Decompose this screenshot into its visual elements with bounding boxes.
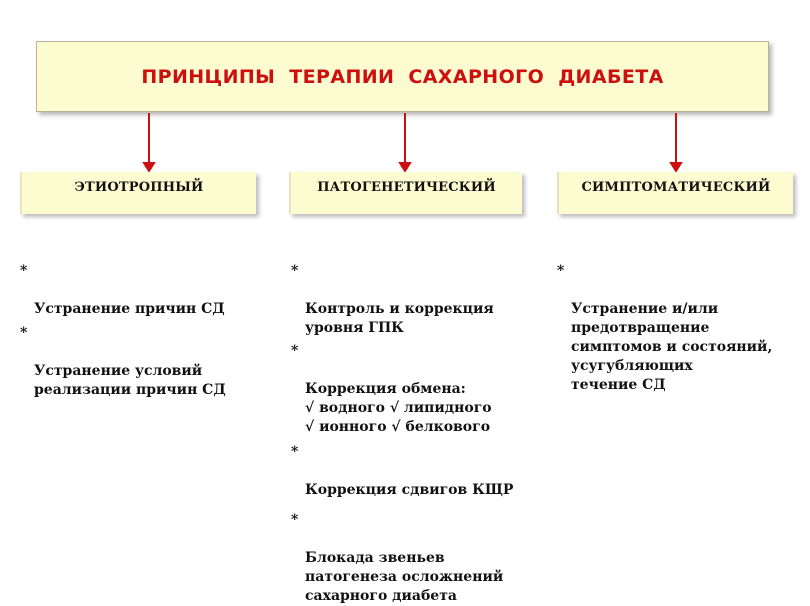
bullet-asterisk: * <box>20 325 28 341</box>
bullet-asterisk: * <box>557 263 565 279</box>
bullet-asterisk: * <box>291 512 299 528</box>
category-box-symptomatic <box>557 172 793 214</box>
category-label-symptomatic: СИМПТОМАТИЧЕСКИЙ <box>581 179 771 195</box>
list-item <box>291 262 541 338</box>
bullet-asterisk: * <box>291 263 299 279</box>
pathogenetic-list <box>291 262 541 606</box>
main-title: ПРИНЦИПЫ ТЕРАПИИ САХАРНОГО ДИАБЕТА <box>141 65 664 88</box>
category-label-etiotropic: ЭТИОТРОПНЫЙ <box>74 179 204 195</box>
bullet-asterisk: * <box>291 444 299 460</box>
symptomatic-list <box>557 262 797 395</box>
etiotropic-list <box>20 262 260 405</box>
list-item-text: Устранение и/или предотвращение симптомов и состояний, усугубляющих течение СД <box>571 301 773 393</box>
list-item-text: Коррекция сдвигов КЩР <box>305 482 514 498</box>
list-item <box>557 262 797 395</box>
arrowhead-pathogenetic <box>400 163 410 171</box>
list-item <box>20 324 260 400</box>
list-item <box>291 443 541 500</box>
category-label-pathogenetic: ПАТОГЕНЕТИЧЕСКИЙ <box>317 179 496 195</box>
bullet-asterisk: * <box>20 263 28 279</box>
category-box-pathogenetic <box>289 172 522 214</box>
list-item-text: Контроль и коррекция уровня ГПК <box>305 301 494 336</box>
category-box-etiotropic <box>20 172 256 214</box>
list-item-text: Блокада звеньев патогенеза осложнений сахарного диабета <box>305 550 504 604</box>
list-item-text: Устранение причин СД <box>34 301 225 317</box>
arrowhead-etiotropic <box>144 163 154 171</box>
list-item-text: Устранение условий реализации причин СД <box>34 363 226 398</box>
arrowhead-symptomatic <box>671 163 681 171</box>
list-item-text: Коррекция обмена: √ водного √ липидного √ ионного √ белкового <box>305 381 492 435</box>
list-item <box>291 342 541 437</box>
list-item <box>291 511 541 606</box>
list-item <box>20 262 260 319</box>
bullet-asterisk: * <box>291 343 299 359</box>
